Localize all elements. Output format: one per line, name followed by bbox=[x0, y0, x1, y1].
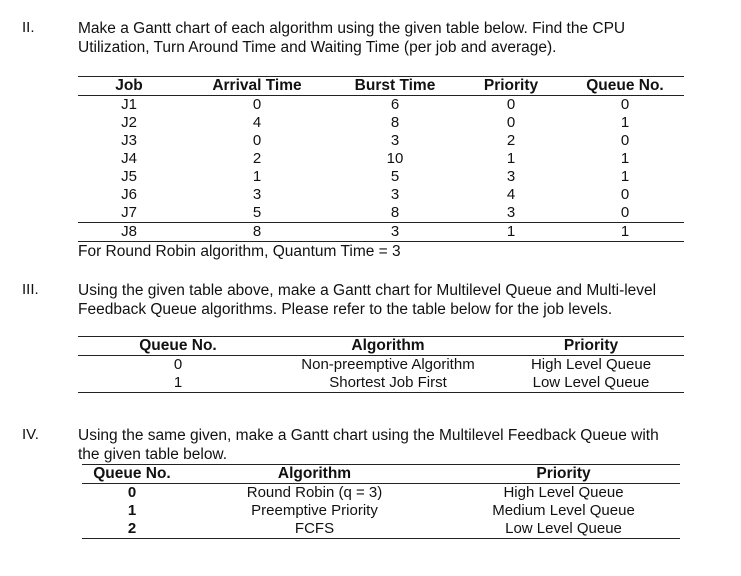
table-row bbox=[78, 186, 684, 204]
arrival-time-cell: 4 bbox=[252, 114, 262, 131]
burst-time-cell: 3 bbox=[390, 132, 400, 149]
algorithm-cell: Non-preemptive Algorithm bbox=[301, 356, 475, 373]
job-cell: J5 bbox=[121, 168, 137, 185]
table-row bbox=[82, 502, 680, 520]
priority-cell: 0 bbox=[506, 114, 516, 131]
arrival-time-cell: 1 bbox=[252, 168, 262, 185]
section-iv-line-2: the given table below. bbox=[78, 446, 228, 463]
round-robin-note: For Round Robin algorithm, Quantum Time = 3 bbox=[78, 243, 401, 260]
priority-column-header: Priority bbox=[536, 465, 591, 482]
queue-no-cell: 2 bbox=[127, 520, 137, 537]
section-ii-line-2: Utilization, Turn Around Time and Waiting Time (per job and average). bbox=[78, 39, 557, 56]
feedback-queue-table bbox=[82, 464, 680, 539]
section-iii-line-1: Using the given table above, make a Gantt chart for Multilevel Queue and Multi-level bbox=[78, 282, 657, 299]
queue-no-cell: 0 bbox=[620, 204, 630, 221]
job-table bbox=[78, 76, 684, 242]
arrival-time-cell: 2 bbox=[252, 150, 262, 167]
table-row bbox=[78, 223, 684, 242]
queue-no-cell: 1 bbox=[173, 374, 183, 391]
arrival-time-cell: 8 bbox=[252, 223, 262, 240]
priority-cell: 3 bbox=[506, 204, 516, 221]
priority-cell: 3 bbox=[506, 168, 516, 185]
table-row bbox=[78, 168, 684, 186]
queue-no-cell: 0 bbox=[620, 186, 630, 203]
job-cell: J6 bbox=[121, 186, 137, 203]
priority-column-header: Priority bbox=[483, 77, 539, 94]
queue-no-cell: 1 bbox=[620, 114, 630, 131]
algorithm-cell: Preemptive Priority bbox=[251, 502, 378, 519]
arrival-time-cell: 5 bbox=[252, 204, 262, 221]
section-number-ii: II. bbox=[22, 19, 35, 36]
burst-time-cell: 5 bbox=[390, 168, 400, 185]
burst-time-cell: 3 bbox=[390, 223, 400, 240]
algorithm-cell: FCFS bbox=[294, 520, 335, 537]
job-column-header: Job bbox=[115, 77, 143, 94]
queue-no-cell: 1 bbox=[620, 150, 630, 167]
burst-time-cell: 8 bbox=[390, 114, 400, 131]
table-row bbox=[78, 374, 684, 393]
job-cell: J3 bbox=[121, 132, 137, 149]
section-number-iv: IV. bbox=[22, 426, 39, 443]
job-cell: J1 bbox=[121, 96, 137, 113]
arrival-time-cell: 3 bbox=[252, 186, 262, 203]
priority-cell: 1 bbox=[506, 223, 516, 240]
algorithm-cell: Shortest Job First bbox=[329, 374, 447, 391]
priority-cell: High Level Queue bbox=[503, 484, 624, 501]
queue-no-cell: 0 bbox=[620, 96, 630, 113]
section-ii-instructions bbox=[78, 19, 698, 57]
priority-cell: 2 bbox=[506, 132, 516, 149]
priority-cell: Low Level Queue bbox=[505, 520, 622, 537]
queue-no-cell: 0 bbox=[620, 132, 630, 149]
queue-no-cell: 1 bbox=[620, 223, 630, 240]
burst-time-cell: 10 bbox=[386, 150, 404, 167]
queue-no-cell: 0 bbox=[127, 484, 137, 501]
priority-column-header: Priority bbox=[563, 337, 619, 354]
job-cell: J2 bbox=[121, 114, 137, 131]
section-number-iii: III. bbox=[22, 281, 39, 298]
burst-time-cell: 8 bbox=[390, 204, 400, 221]
table-row bbox=[78, 132, 684, 150]
queue-no-cell: 1 bbox=[127, 502, 137, 519]
burst-time-column-header: Burst Time bbox=[354, 77, 436, 94]
table-row bbox=[78, 96, 684, 115]
section-ii-line-1: Make a Gantt chart of each algorithm using the given table below. Find the CPU bbox=[78, 20, 626, 37]
algorithm-column-header: Algorithm bbox=[351, 337, 425, 354]
queue-no-column-header: Queue No. bbox=[139, 337, 217, 354]
arrival-time-column-header: Arrival Time bbox=[212, 77, 302, 94]
table-row bbox=[78, 150, 684, 168]
priority-cell: Low Level Queue bbox=[532, 374, 650, 391]
priority-cell: Medium Level Queue bbox=[492, 502, 635, 519]
table-row bbox=[82, 484, 680, 503]
queue-no-cell: 1 bbox=[620, 168, 630, 185]
job-cell: J8 bbox=[121, 223, 137, 240]
queue-no-cell: 0 bbox=[173, 356, 183, 373]
burst-time-cell: 3 bbox=[390, 186, 400, 203]
job-cell: J7 bbox=[121, 204, 137, 221]
queue-no-column-header: Queue No. bbox=[93, 465, 171, 482]
table-row bbox=[78, 114, 684, 132]
section-iv-instructions bbox=[78, 426, 698, 464]
arrival-time-cell: 0 bbox=[252, 132, 262, 149]
section-iii-instructions bbox=[78, 281, 698, 319]
priority-cell: 1 bbox=[506, 150, 516, 167]
table-row bbox=[78, 356, 684, 375]
priority-cell: 4 bbox=[506, 186, 516, 203]
priority-cell: High Level Queue bbox=[530, 356, 652, 373]
algorithm-cell: Round Robin (q = 3) bbox=[246, 484, 383, 501]
queue-no-column-header: Queue No. bbox=[586, 77, 664, 94]
priority-cell: 0 bbox=[506, 96, 516, 113]
table-row bbox=[78, 204, 684, 223]
job-cell: J4 bbox=[121, 150, 137, 167]
table-row bbox=[82, 520, 680, 539]
arrival-time-cell: 0 bbox=[252, 96, 262, 113]
section-iii-line-2: Feedback Queue algorithms. Please refer to the table below for the job levels. bbox=[78, 301, 613, 318]
algorithm-column-header: Algorithm bbox=[277, 465, 352, 482]
queue-level-table bbox=[78, 336, 684, 393]
burst-time-cell: 6 bbox=[390, 96, 400, 113]
section-iv-line-1: Using the same given, make a Gantt chart using the Multilevel Feedback Queue with bbox=[78, 427, 659, 444]
